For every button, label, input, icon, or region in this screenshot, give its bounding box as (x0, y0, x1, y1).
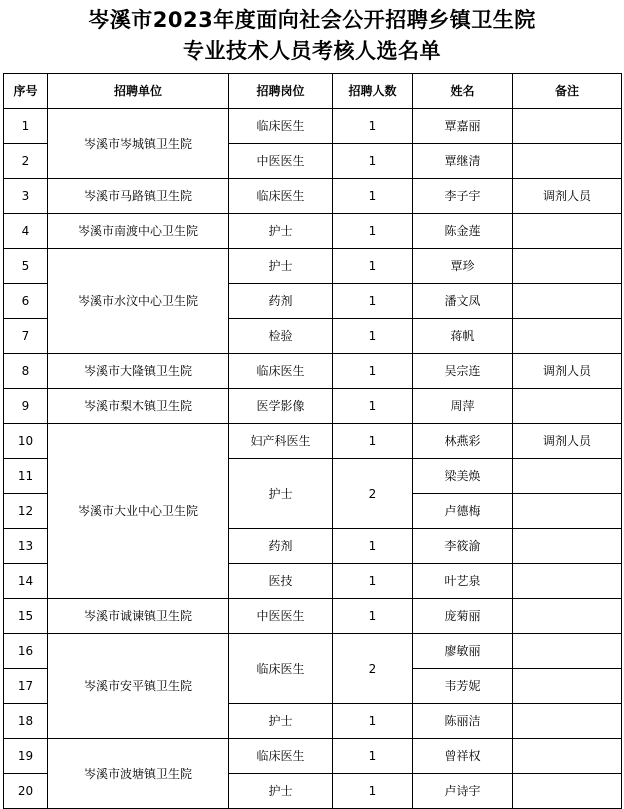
header-note: 备注 (513, 74, 622, 109)
note-cell (513, 109, 622, 144)
note-cell (513, 739, 622, 774)
unit-cell: 岑溪市梨木镇卫生院 (48, 389, 229, 424)
count-cell: 1 (333, 144, 413, 179)
post-cell: 中医医生 (229, 599, 333, 634)
name-cell: 卢诗宇 (413, 774, 513, 809)
seq-cell: 1 (4, 109, 48, 144)
seq-cell: 8 (4, 354, 48, 389)
table-row (4, 354, 622, 389)
post-cell: 护士 (229, 249, 333, 284)
post-cell: 妇产科医生 (229, 424, 333, 459)
name-cell: 叶艺泉 (413, 564, 513, 599)
seq-cell: 20 (4, 774, 48, 809)
name-cell: 韦芳妮 (413, 669, 513, 704)
name-cell: 蒋帆 (413, 319, 513, 354)
count-cell: 1 (333, 214, 413, 249)
name-cell: 覃嘉丽 (413, 109, 513, 144)
count-cell: 2 (333, 459, 413, 529)
seq-cell: 15 (4, 599, 48, 634)
count-cell: 1 (333, 424, 413, 459)
note-cell (513, 494, 622, 529)
title-line-2: 专业技术人员考核人选名单 (183, 39, 441, 63)
seq-cell: 2 (4, 144, 48, 179)
post-cell: 临床医生 (229, 179, 333, 214)
seq-cell: 16 (4, 634, 48, 669)
seq-cell: 17 (4, 669, 48, 704)
note-cell (513, 459, 622, 494)
seq-cell: 4 (4, 214, 48, 249)
note-cell: 调剂人员 (513, 354, 622, 389)
header-seq: 序号 (4, 74, 48, 109)
seq-cell: 13 (4, 529, 48, 564)
note-cell (513, 249, 622, 284)
post-cell: 检验 (229, 319, 333, 354)
table-header-row (4, 74, 622, 109)
table-row (4, 389, 622, 424)
seq-cell: 19 (4, 739, 48, 774)
name-cell: 覃继清 (413, 144, 513, 179)
seq-cell: 6 (4, 284, 48, 319)
post-cell: 临床医生 (229, 739, 333, 774)
post-cell: 护士 (229, 214, 333, 249)
table-row (4, 109, 622, 144)
table-row (4, 179, 622, 214)
name-cell: 梁美焕 (413, 459, 513, 494)
unit-cell: 岑溪市水汶中心卫生院 (48, 249, 229, 354)
post-cell: 临床医生 (229, 109, 333, 144)
name-cell: 林燕彩 (413, 424, 513, 459)
name-cell: 廖敏丽 (413, 634, 513, 669)
name-cell: 吴宗连 (413, 354, 513, 389)
note-cell (513, 669, 622, 704)
count-cell: 1 (333, 564, 413, 599)
post-cell: 临床医生 (229, 354, 333, 389)
seq-cell: 3 (4, 179, 48, 214)
post-cell: 护士 (229, 704, 333, 739)
note-cell: 调剂人员 (513, 424, 622, 459)
count-cell: 2 (333, 634, 413, 704)
note-cell (513, 214, 622, 249)
name-cell: 卢德梅 (413, 494, 513, 529)
seq-cell: 7 (4, 319, 48, 354)
count-cell: 1 (333, 774, 413, 809)
note-cell (513, 599, 622, 634)
seq-cell: 9 (4, 389, 48, 424)
table-row (4, 424, 622, 459)
note-cell (513, 144, 622, 179)
post-cell: 医学影像 (229, 389, 333, 424)
note-cell (513, 774, 622, 809)
header-count: 招聘人数 (333, 74, 413, 109)
note-cell (513, 634, 622, 669)
count-cell: 1 (333, 179, 413, 214)
post-cell: 临床医生 (229, 634, 333, 704)
count-cell: 1 (333, 354, 413, 389)
name-cell: 曾祥权 (413, 739, 513, 774)
table-row (4, 249, 622, 284)
table-row (4, 599, 622, 634)
unit-cell: 岑溪市大隆镇卫生院 (48, 354, 229, 389)
unit-cell: 岑溪市马路镇卫生院 (48, 179, 229, 214)
seq-cell: 10 (4, 424, 48, 459)
title-line-1: 岑溪市2023年度面向社会公开招聘乡镇卫生院 (88, 8, 536, 32)
count-cell: 1 (333, 249, 413, 284)
note-cell (513, 284, 622, 319)
seq-cell: 12 (4, 494, 48, 529)
name-cell: 周萍 (413, 389, 513, 424)
seq-cell: 14 (4, 564, 48, 599)
count-cell: 1 (333, 739, 413, 774)
unit-cell: 岑溪市大业中心卫生院 (48, 424, 229, 599)
post-cell: 药剂 (229, 529, 333, 564)
note-cell (513, 529, 622, 564)
candidate-table (3, 73, 622, 809)
post-cell: 护士 (229, 459, 333, 529)
header-unit: 招聘单位 (48, 74, 229, 109)
count-cell: 1 (333, 109, 413, 144)
name-cell: 陈丽洁 (413, 704, 513, 739)
name-cell: 庞菊丽 (413, 599, 513, 634)
header-post: 招聘岗位 (229, 74, 333, 109)
post-cell: 中医医生 (229, 144, 333, 179)
count-cell: 1 (333, 529, 413, 564)
note-cell: 调剂人员 (513, 179, 622, 214)
name-cell: 覃珍 (413, 249, 513, 284)
name-cell: 李筱渝 (413, 529, 513, 564)
post-cell: 医技 (229, 564, 333, 599)
seq-cell: 5 (4, 249, 48, 284)
count-cell: 1 (333, 284, 413, 319)
post-cell: 药剂 (229, 284, 333, 319)
note-cell (513, 704, 622, 739)
unit-cell: 岑溪市诚谏镇卫生院 (48, 599, 229, 634)
post-cell: 护士 (229, 774, 333, 809)
seq-cell: 11 (4, 459, 48, 494)
unit-cell: 岑溪市安平镇卫生院 (48, 634, 229, 739)
note-cell (513, 319, 622, 354)
header-name: 姓名 (413, 74, 513, 109)
unit-cell: 岑溪市岑城镇卫生院 (48, 109, 229, 179)
count-cell: 1 (333, 319, 413, 354)
count-cell: 1 (333, 599, 413, 634)
name-cell: 陈金莲 (413, 214, 513, 249)
unit-cell: 岑溪市波塘镇卫生院 (48, 739, 229, 809)
unit-cell: 岑溪市南渡中心卫生院 (48, 214, 229, 249)
note-cell (513, 389, 622, 424)
note-cell (513, 564, 622, 599)
seq-cell: 18 (4, 704, 48, 739)
table-row (4, 634, 622, 669)
name-cell: 李子宇 (413, 179, 513, 214)
name-cell: 潘文凤 (413, 284, 513, 319)
count-cell: 1 (333, 389, 413, 424)
count-cell: 1 (333, 704, 413, 739)
table-row (4, 214, 622, 249)
table-row (4, 739, 622, 774)
